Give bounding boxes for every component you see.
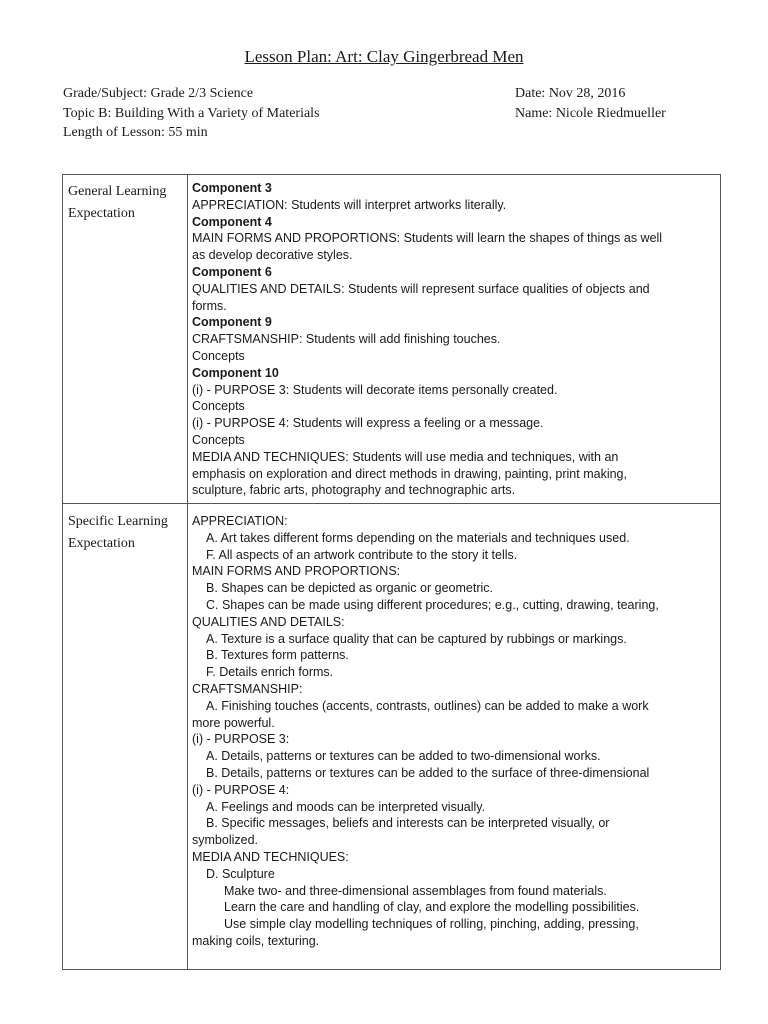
expectation-line: APPRECIATION: [192, 514, 288, 528]
component-heading: Component 4 [192, 214, 272, 229]
lesson-date: Date: Nov 28, 2016 [515, 86, 626, 101]
expectation-line: B. Shapes can be depicted as organic or geometric. [206, 581, 493, 596]
expectation-line: MEDIA AND TECHNIQUES: [192, 849, 349, 864]
label-line: Expectation [68, 206, 135, 221]
expectation-line: (i) - PURPOSE 4: [192, 782, 290, 797]
expectation-line: (i) - PURPOSE 3: Students will decorate items personally created. [192, 382, 558, 397]
expectation-line: more powerful. [192, 715, 275, 730]
expectation-line: CRAFTSMANSHIP: Students will add finishing touches. [192, 332, 501, 347]
expectation-line: A. Finishing touches (accents, contrasts, outlines) can be added to make a work [206, 698, 649, 713]
expectation-line: MAIN FORMS AND PROPORTIONS: Students will learn the shapes of things as well [192, 231, 663, 246]
expectation-line: QUALITIES AND DETAILS: [192, 614, 345, 629]
expectation-line: C. Shapes can be made using different procedures; e.g., cutting, drawing, tearing, [206, 597, 659, 612]
grade-subject: Grade/Subject: Grade 2/3 Science [63, 86, 254, 101]
expectation-line: B. Specific messages, beliefs and interests can be interpreted visually, or [206, 816, 610, 831]
expectation-line: D. Sculpture [206, 866, 275, 881]
component-heading: Component 3 [192, 181, 272, 195]
component-heading: Component 9 [192, 315, 272, 330]
column-divider [187, 175, 188, 969]
expectation-line: Concepts [192, 432, 245, 447]
expectation-line: A. Details, patterns or textures can be added to two-dimensional works. [206, 749, 601, 764]
expectation-line: A. Feelings and moods can be interpreted visually. [206, 799, 486, 814]
lesson-length: Length of Lesson: 55 min [63, 125, 208, 140]
general-expectation-label [68, 181, 180, 225]
component-heading: Component 10 [192, 365, 279, 380]
specific-expectation-label [68, 511, 180, 555]
expectation-line: making coils, texturing. [192, 933, 320, 948]
expectation-line: CRAFTSMANSHIP: [192, 681, 303, 696]
topic: Topic B: Building With a Variety of Materials [63, 105, 320, 121]
label-line: Expectation [68, 536, 135, 551]
expectation-line: MEDIA AND TECHNIQUES: Students will use media and techniques, with an [192, 449, 619, 464]
expectation-line: F. All aspects of an artwork contribute to the story it tells. [206, 547, 518, 562]
label-line: General Learning [68, 184, 167, 199]
expectation-line: symbolized. [192, 833, 258, 848]
expectation-line: APPRECIATION: Students will interpret artworks literally. [192, 197, 507, 212]
expectations-table [62, 174, 721, 970]
row-divider [63, 503, 720, 504]
expectation-line: Concepts [192, 348, 245, 363]
expectation-line: A. Texture is a surface quality that can be captured by rubbings or markings. [206, 631, 627, 646]
expectation-line: (i) - PURPOSE 3: [192, 732, 290, 747]
lesson-meta-right [515, 84, 666, 123]
component-heading: Component 6 [192, 264, 272, 279]
expectation-line: Concepts [192, 399, 245, 414]
expectation-line: MAIN FORMS AND PROPORTIONS: [192, 564, 401, 579]
expectation-line: Make two- and three-dimensional assemblages from found materials. [224, 883, 607, 898]
expectation-line: as develop decorative styles. [192, 248, 353, 263]
expectation-line: sculpture, fabric arts, photography and technographic arts. [192, 483, 516, 498]
expectation-line: B. Details, patterns or textures can be added to the surface of three-dimensional [206, 765, 650, 780]
expectation-line: Learn the care and handling of clay, and explore the modelling possibilities. [224, 900, 640, 915]
expectation-line: forms. [192, 298, 227, 313]
lesson-meta-left [63, 84, 320, 143]
label-line: Specific Learning [68, 514, 168, 529]
author-name: Name: Nicole Riedmueller [515, 105, 666, 121]
expectation-line: (i) - PURPOSE 4: Students will express a feeling or a message. [192, 416, 544, 431]
specific-expectation-content [192, 513, 718, 950]
expectation-line: F. Details enrich forms. [206, 665, 334, 680]
expectation-line: emphasis on exploration and direct methods in drawing, painting, print making, [192, 466, 627, 481]
expectation-line: B. Textures form patterns. [206, 648, 349, 663]
general-expectation-content [192, 180, 718, 499]
page-title: Lesson Plan: Art: Clay Gingerbread Men [244, 47, 524, 66]
expectation-line: Use simple clay modelling techniques of rolling, pinching, adding, pressing, [224, 917, 639, 932]
expectation-line: A. Art takes different forms depending on the materials and techniques used. [206, 530, 630, 545]
expectation-line: QUALITIES AND DETAILS: Students will represent surface qualities of objects and [192, 281, 650, 296]
